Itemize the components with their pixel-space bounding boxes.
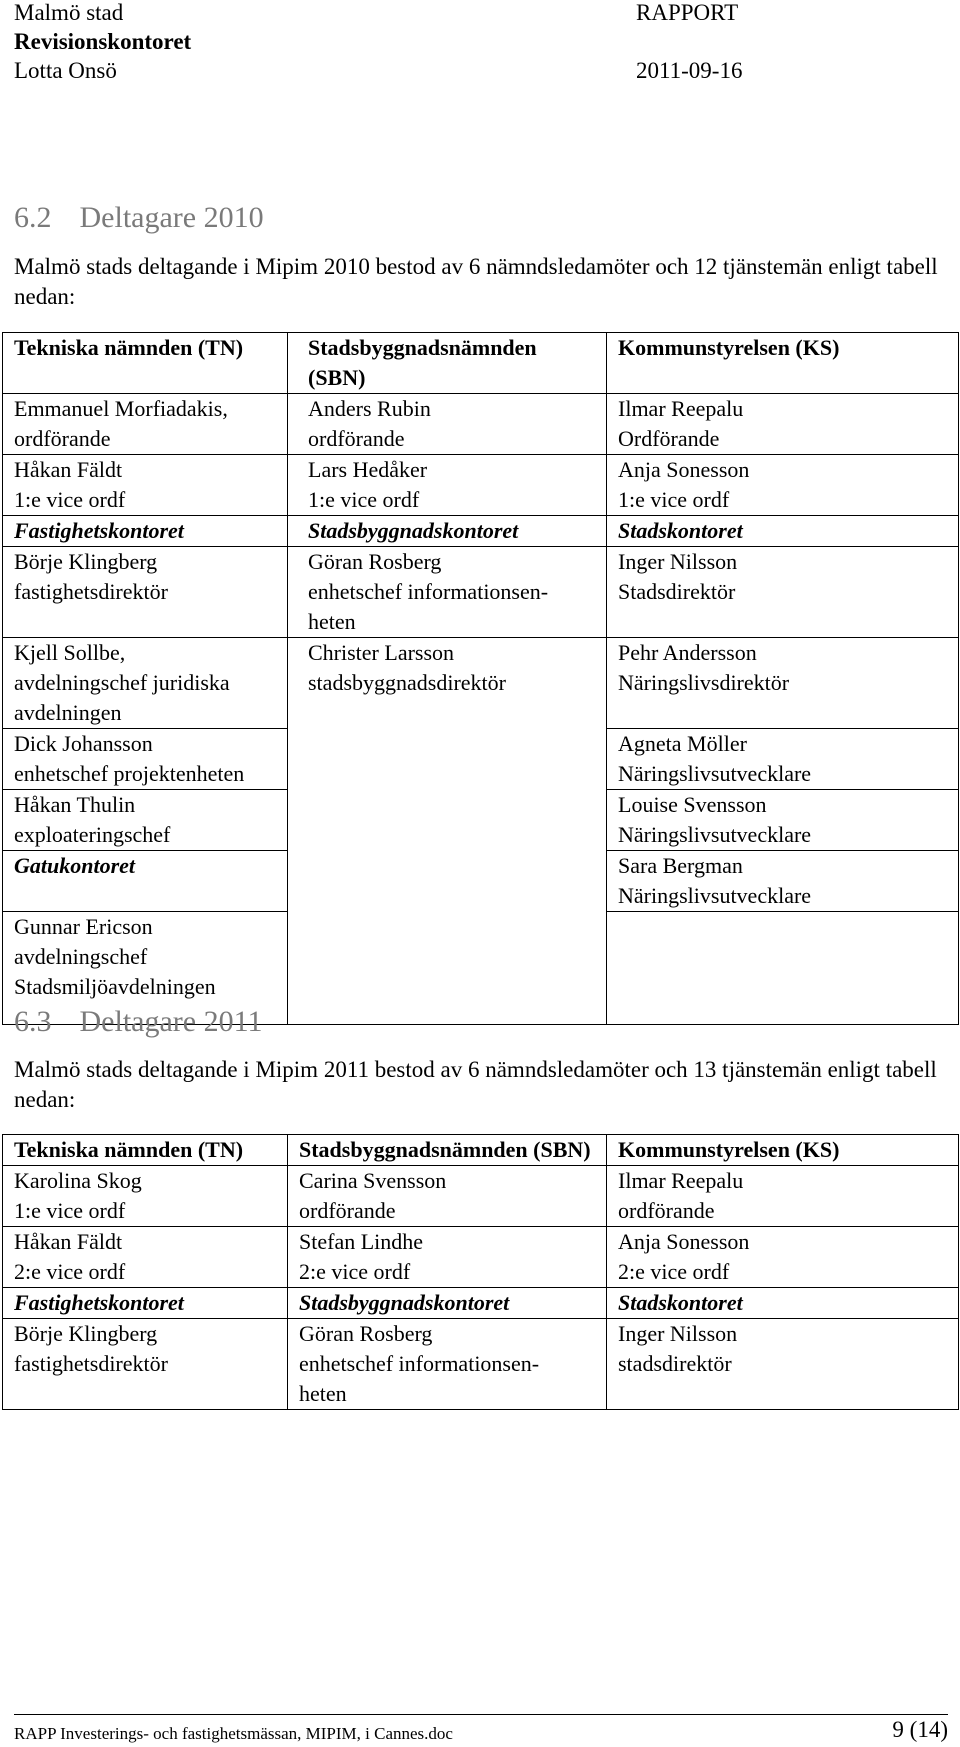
table-row — [3, 1227, 959, 1288]
person-role: exploateringschef — [14, 822, 171, 847]
person-role: ordförande — [308, 426, 405, 451]
person-name: Ilmar Reepalu — [618, 396, 744, 421]
person-role: ordförande — [14, 426, 111, 451]
footer-page-number: 9 (14) — [892, 1717, 948, 1742]
table-cell — [3, 1166, 288, 1227]
person-name: Agneta Möller — [618, 731, 747, 756]
table-cell — [288, 1319, 607, 1410]
table-row — [3, 1135, 959, 1166]
person-name: Sara Bergman — [618, 853, 743, 878]
person-role: fastighetsdirektör — [14, 1351, 168, 1376]
table-header-cell: Kommunstyrelsen (KS) — [607, 1135, 959, 1166]
table-header-cell: Tekniska nämnden (TN) — [3, 1135, 288, 1166]
table-cell — [3, 790, 288, 851]
person-name: Pehr Andersson — [618, 640, 757, 665]
person-name: Dick Johansson — [14, 731, 153, 756]
table-row — [3, 516, 959, 547]
table-cell — [3, 394, 288, 455]
person-role: 1:e vice ordf — [308, 487, 420, 512]
table-cell — [607, 912, 959, 1025]
section-intro-2010: Malmö stads deltagande i Mipim 2010 bestod av 6 nämndsledamöter och 12 tjänstemän enligt tabell nedan: — [14, 254, 938, 309]
header-org: Malmö stad — [14, 0, 124, 25]
table-cell — [607, 1166, 959, 1227]
header-doc-type: RAPPORT — [636, 0, 739, 25]
person-name: Börje Klingberg — [14, 1321, 158, 1346]
department-heading: Fastighetskontoret — [3, 1288, 288, 1319]
section-heading: Deltagare 2010 — [79, 201, 264, 234]
table-cell — [3, 638, 288, 729]
person-role: 2:e vice ordf — [299, 1259, 411, 1284]
table-row — [3, 547, 959, 638]
table-row — [3, 1288, 959, 1319]
person-role: 1:e vice ordf — [14, 1198, 126, 1223]
person-name: Emmanuel Morfiadakis, — [14, 396, 228, 421]
header-left — [14, 0, 191, 85]
table-cell — [3, 1319, 288, 1410]
person-name: Kjell Sollbe, — [14, 640, 126, 665]
person-role: Ordförande — [618, 426, 720, 451]
person-name: Ilmar Reepalu — [618, 1168, 744, 1193]
section-heading: Deltagare 2011 — [79, 1005, 263, 1038]
person-name: Börje Klingberg — [14, 549, 158, 574]
table-cell — [3, 729, 288, 790]
table-cell — [288, 1166, 607, 1227]
person-role: Näringslivsutvecklare — [618, 883, 812, 908]
table-row — [3, 1319, 959, 1410]
person-role: Stadsmiljöavdelningen — [14, 974, 216, 999]
table-cell — [607, 547, 959, 638]
section-intro-2011: Malmö stads deltagande i Mipim 2011 bestod av 6 nämndsledamöter och 13 tjänstemän enligt tabell nedan: — [14, 1057, 937, 1112]
table-cell — [607, 638, 959, 729]
person-role: avdelningen — [14, 700, 122, 725]
table-row — [3, 455, 959, 516]
table-cell — [607, 729, 959, 790]
department-heading: Stadsbyggnadskontoret — [288, 516, 607, 547]
person-role: heten — [308, 609, 356, 634]
person-name: Karolina Skog — [14, 1168, 142, 1193]
table-cell — [607, 1319, 959, 1410]
person-role: Näringslivsutvecklare — [618, 822, 812, 847]
person-role: heten — [299, 1381, 347, 1406]
person-role: Stadsdirektör — [618, 579, 736, 604]
person-name: Gunnar Ericson — [14, 914, 153, 939]
footer-divider — [14, 1714, 948, 1715]
person-role: 2:e vice ordf — [14, 1259, 126, 1284]
table-row — [3, 333, 959, 394]
table-cell — [607, 851, 959, 912]
person-name: Anders Rubin — [308, 396, 431, 421]
header-unit: Revisionskontoret — [14, 29, 192, 54]
table-cell — [607, 394, 959, 455]
table-cell — [288, 1227, 607, 1288]
person-name: Carina Svensson — [299, 1168, 447, 1193]
table-cell — [288, 547, 607, 638]
table-header-cell: Stadsbyggnadsnämnden (SBN) — [288, 333, 607, 394]
person-role: Näringslivsdirektör — [618, 670, 790, 695]
section-number: 6.2 — [14, 201, 52, 234]
header-right — [636, 0, 742, 85]
table-cell — [3, 547, 288, 638]
person-name: Håkan Fäldt — [14, 457, 123, 482]
table-header-cell: Stadsbyggnadsnämnden (SBN) — [288, 1135, 607, 1166]
section-number: 6.3 — [14, 1005, 52, 1038]
person-name: Håkan Thulin — [14, 792, 136, 817]
person-name: Inger Nilsson — [618, 549, 738, 574]
person-role: enhetschef informationsen- — [308, 579, 549, 604]
department-heading: Stadskontoret — [607, 1288, 959, 1319]
participants-table-2010 — [2, 332, 959, 1025]
table-cell — [288, 394, 607, 455]
person-role: 1:e vice ordf — [14, 487, 126, 512]
footer-filename: RAPP Investerings- och fastighetsmässan, MIPIM, i Cannes.doc — [14, 1724, 453, 1743]
table-cell — [607, 1227, 959, 1288]
department-heading: Gatukontoret — [3, 851, 288, 912]
participants-table-2011 — [2, 1134, 959, 1410]
person-name: Louise Svensson — [618, 792, 767, 817]
person-name: Stefan Lindhe — [299, 1229, 424, 1254]
department-heading: Stadskontoret — [607, 516, 959, 547]
person-role: 2:e vice ordf — [618, 1259, 730, 1284]
table-row — [3, 394, 959, 455]
department-heading: Stadsbyggnadskontoret — [288, 1288, 607, 1319]
table-row — [3, 1166, 959, 1227]
table-cell — [607, 790, 959, 851]
person-name: Göran Rosberg — [308, 549, 442, 574]
person-name: Anja Sonesson — [618, 457, 750, 482]
person-role: stadsbyggnadsdirektör — [308, 670, 506, 695]
person-name: Inger Nilsson — [618, 1321, 738, 1346]
section-title-2011 — [14, 1004, 262, 1040]
person-role: fastighetsdirektör — [14, 579, 168, 604]
table-row — [3, 638, 959, 729]
table-cell — [288, 455, 607, 516]
table-header-cell: Kommunstyrelsen (KS) — [607, 333, 959, 394]
person-role: ordförande — [299, 1198, 396, 1223]
person-name: Christer Larsson — [308, 640, 455, 665]
person-name: Lars Hedåker — [308, 457, 428, 482]
person-role: stadsdirektör — [618, 1351, 732, 1376]
department-heading: Fastighetskontoret — [3, 516, 288, 547]
table-cell — [288, 638, 607, 1025]
header-author: Lotta Onsö — [14, 58, 117, 83]
table-cell — [607, 455, 959, 516]
person-role: ordförande — [618, 1198, 715, 1223]
table-header-cell: Tekniska nämnden (TN) — [3, 333, 288, 394]
person-role: enhetschef projektenheten — [14, 761, 245, 786]
header-date: 2011-09-16 — [636, 58, 743, 83]
table-cell — [3, 1227, 288, 1288]
person-name: Håkan Fäldt — [14, 1229, 123, 1254]
person-role: avdelningschef — [14, 944, 148, 969]
section-title-2010 — [14, 200, 264, 236]
person-role: avdelningschef juridiska — [14, 670, 230, 695]
person-name: Anja Sonesson — [618, 1229, 750, 1254]
person-role: 1:e vice ordf — [618, 487, 730, 512]
person-role: Näringslivsutvecklare — [618, 761, 812, 786]
person-name: Göran Rosberg — [299, 1321, 433, 1346]
person-role: enhetschef informationsen- — [299, 1351, 540, 1376]
table-cell — [3, 455, 288, 516]
